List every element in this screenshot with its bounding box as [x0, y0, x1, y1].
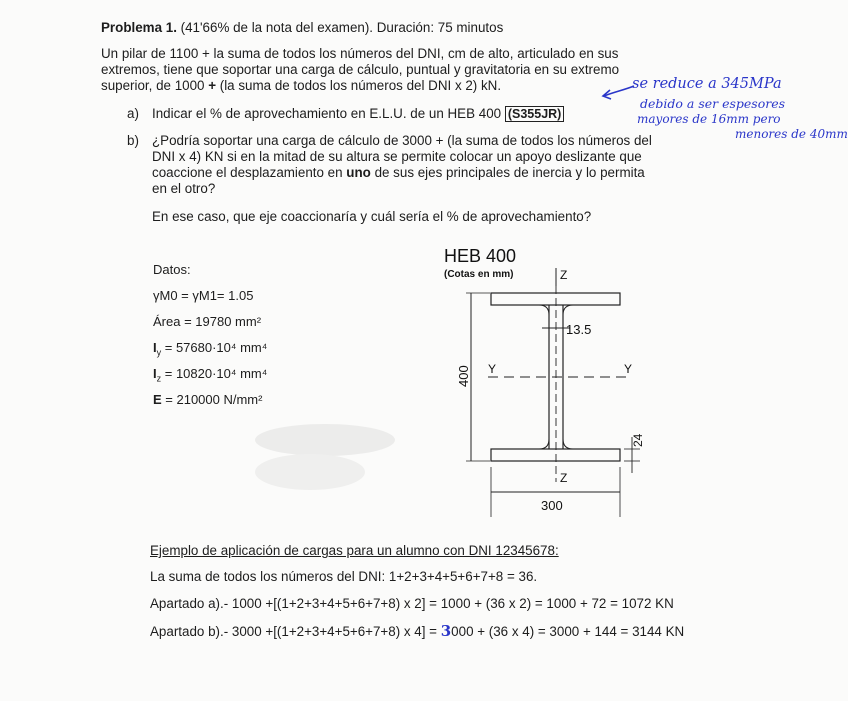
example-line-a: Apartado a).- 1000 +[(1+2+3+4+5+6+7+8) x 2] = 1000 + (36 x 2) = 1000 + 72 = 1072 KN: [150, 596, 674, 611]
web-thickness-label: 13.5: [566, 322, 592, 337]
width-label: 300: [541, 498, 563, 513]
height-label: 400: [456, 365, 471, 387]
item-b-line-1: ¿Podría soportar una carga de cálculo de 3000 + (la suma de todos los números del: [152, 133, 652, 148]
top-flange: [491, 293, 620, 305]
datos-gamma: γM0 = γM1= 1.05: [153, 288, 254, 303]
datos-area: Área = 19780 mm²: [153, 314, 262, 329]
handwritten-note-1: se reduce a 345MPa: [632, 76, 782, 92]
steel-grade-box: (S355JR): [505, 106, 565, 122]
item-a-label: a): [127, 106, 139, 121]
handwritten-note-2: debido a ser espesores: [640, 96, 786, 111]
intro-line-3: superior, de 1000 + (la suma de todos los números del DNI x 2) kN.: [101, 78, 502, 93]
y-label-left: Y: [488, 362, 497, 376]
item-a-text: Indicar el % de aprovechamiento en E.L.U. de un HEB 400 (S355JR): [152, 106, 564, 122]
intro-line-1: Un pilar de 1100 + la suma de todos los números del DNI, cm de alto, articulado en sus: [101, 46, 619, 61]
item-b-line-4: en el otro?: [152, 181, 216, 196]
datos-heading: Datos:: [153, 262, 191, 277]
datos-iz: $I_z = 10820\cdot 10^4$ mm⁴: [153, 366, 268, 384]
problem-title: Problema 1. (41'66% de la nota del examen). Duración: 75 minutos: [101, 20, 504, 35]
bottom-flange: [491, 449, 620, 461]
example-line-b: Apartado b).- 3000 +[(1+2+3+4+5+6+7+8) x 4] = 3000 + (36 x 4) = 3000 + 144 = 3144 KN: [150, 622, 685, 640]
figure-title: HEB 400: [444, 246, 517, 266]
z-label-bottom: Z: [560, 471, 568, 485]
flange-thickness-label: 24: [631, 433, 645, 447]
z-label-top: Z: [560, 268, 568, 282]
example-heading: Ejemplo de aplicación de cargas para un alumno con DNI 12345678:: [150, 543, 559, 558]
datos-iy: $I_y = 57680\cdot 10^4$ mm⁴: [153, 340, 268, 358]
heb400-figure: [440, 242, 660, 527]
question-text: En ese caso, que eje coaccionaría y cuál sería el % de aprovechamiento?: [152, 209, 592, 224]
y-label-right: Y: [624, 362, 633, 376]
handwritten-note-4: menores de 40mm: [735, 127, 848, 141]
example-sum-line: La suma de todos los números del DNI: 1+2+3+4+5+6+7+8 = 36.: [150, 569, 538, 584]
item-b-line-3: coaccione el desplazamiento en uno de sus ejes principales de inercia y lo permita: [152, 165, 645, 180]
handwritten-note-3: mayores de 16mm pero: [637, 112, 781, 126]
erased-smudge: [250, 410, 400, 500]
datos-e: E = 210000 N/mm²: [153, 392, 263, 407]
item-b-line-2: DNI x 4) KN si en la mitad de su altura se permite colocar un apoyo deslizante que: [152, 149, 642, 164]
handwritten-digit-mark: 3: [440, 622, 452, 640]
figure-subtitle: (Cotas en mm): [444, 269, 514, 280]
item-b-label: b): [127, 133, 139, 148]
intro-line-2: extremos, tiene que soportar una carga de cálculo, puntual y gravitatoria en su extremo: [101, 62, 620, 77]
